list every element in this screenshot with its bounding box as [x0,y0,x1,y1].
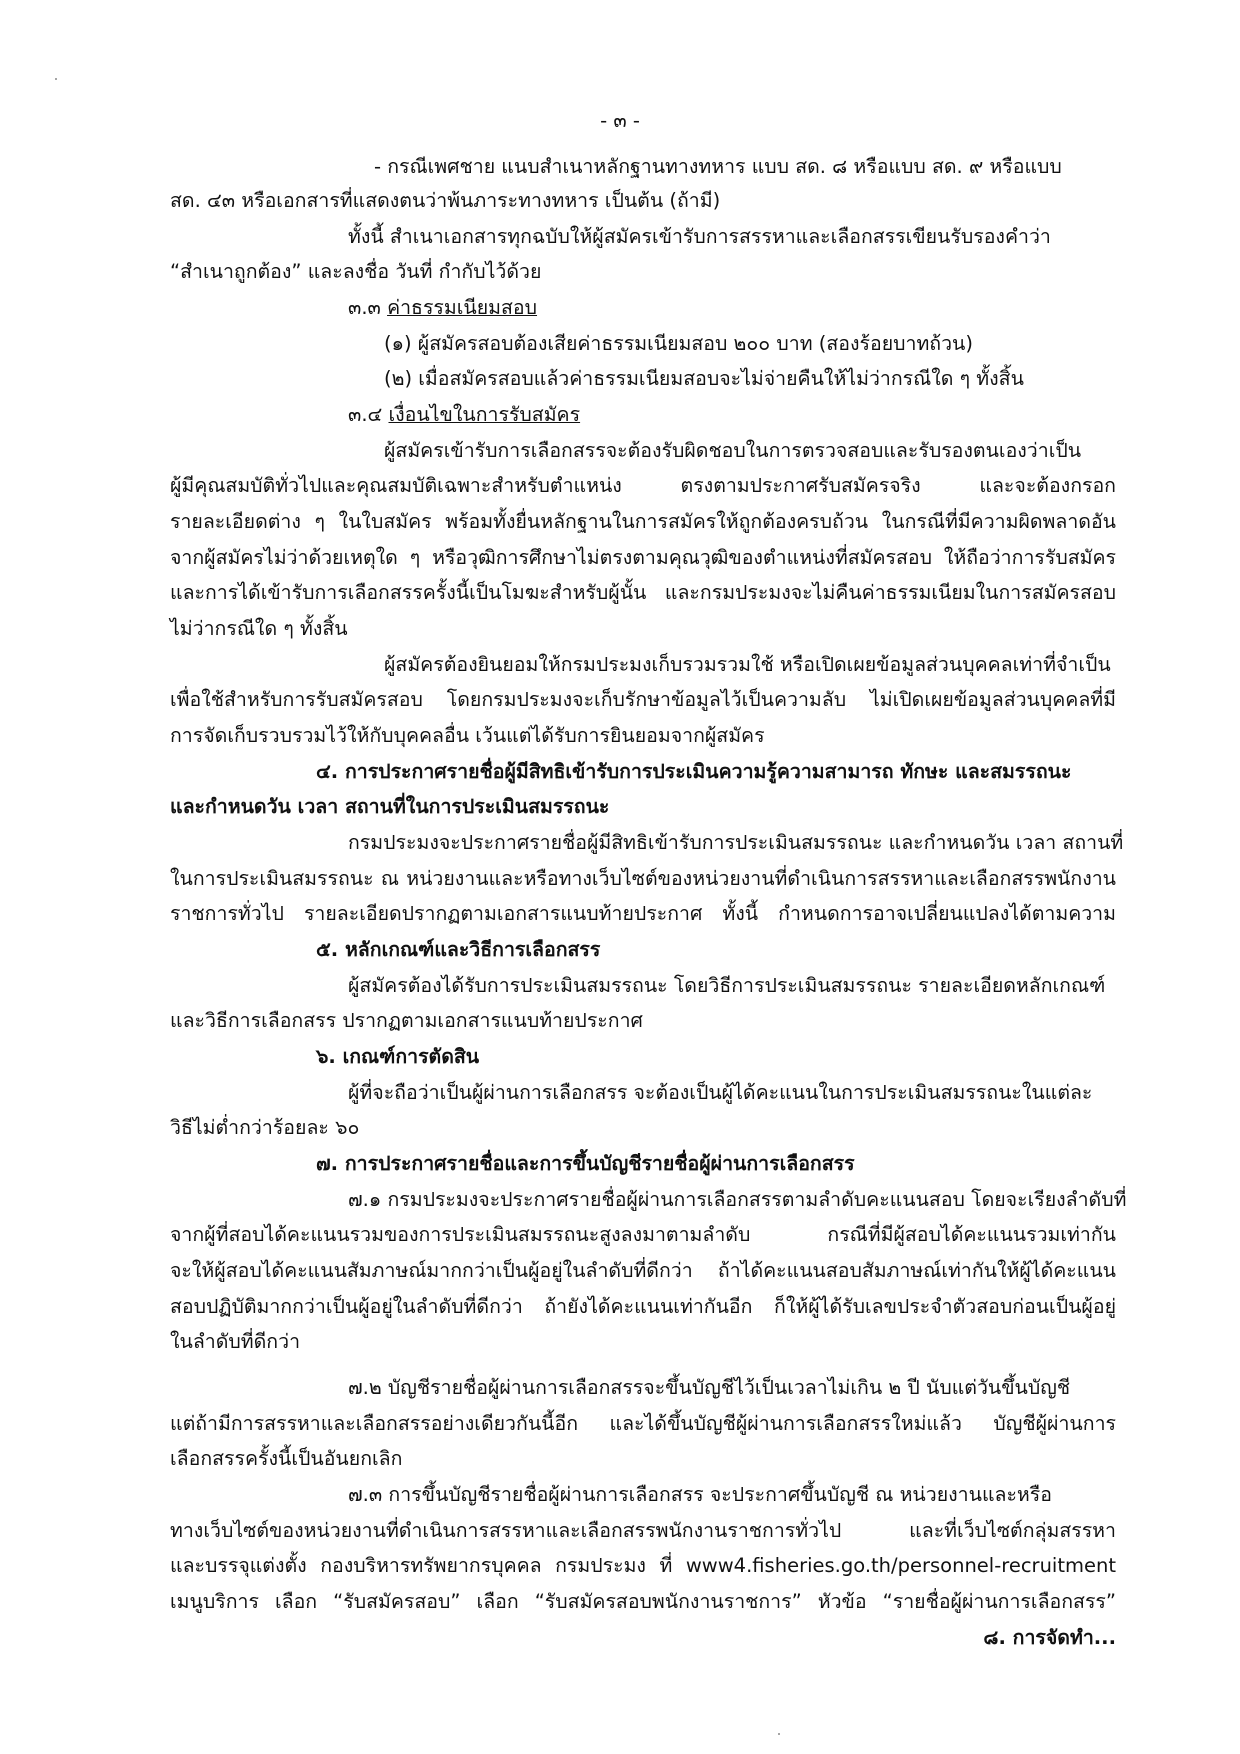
text-line: และบรรจุแต่งตั้ง กองบริหารทรัพยากรบุคคล กรมประมง ที่ www4.fisheries.go.th/personnel-recruitment [170,1554,1116,1577]
text-line: ๗.๒ บัญชีรายชื่อผู้ผ่านการเลือกสรรจะขึ้นบัญชีไว้เป็นเวลาไม่เกิน ๒ ปี นับแต่วันขึ้นบัญชี [348,1376,1071,1399]
section-5-heading: ๕. หลักเกณฑ์และวิธีการเลือกสรร [316,938,601,961]
text-line: เพื่อใช้สำหรับการรับสมัครสอบ โดยกรมประมงจะเก็บรักษาข้อมูลไว้เป็นความลับ ไม่เปิดเผยข้อมูลส่วนบุคคลที่มี [170,688,1116,711]
section-4-heading: ๔. การประกาศรายชื่อผู้มีสิทธิเข้ารับการประเมินความรู้ความสามารถ ทักษะ และสมรรถนะ [316,760,1072,783]
section-title: ค่าธรรมเนียมสอบ [387,296,538,319]
text-line: ในลำดับที่ดีกว่า [170,1330,301,1353]
text-line: รายละเอียดต่าง ๆ ในใบสมัคร พร้อมทั้งยื่นหลักฐานในการสมัครให้ถูกต้องครบถ้วน ในกรณีที่มีความผิดพลาดอัน [170,510,1116,533]
text-line: กรมประมงจะประกาศรายชื่อผู้มีสิทธิเข้ารับการประเมินสมรรถนะ และกำหนดวัน เวลา สถานที่ [348,831,1124,854]
section-6-heading: ๖. เกณฑ์การตัดสิน [316,1045,480,1068]
text-line: วิธีไม่ต่ำกว่าร้อยละ ๖๐ [170,1116,360,1139]
section-number: ๓.๓ [348,296,381,319]
section-3-3-heading [348,293,537,323]
text-line: และวิธีการเลือกสรร ปรากฏตามเอกสารแนบท้ายประกาศ [170,1009,643,1032]
text-line: เลือกสรรครั้งนี้เป็นอันยกเลิก [170,1447,403,1470]
text-line: “สำเนาถูกต้อง” และลงชื่อ วันที่ กำกับไว้ด้วย [170,260,542,283]
text-line: สด. ๔๓ หรือเอกสารที่แสดงตนว่าพ้นภาระทางทหาร เป็นต้น (ถ้ามี) [170,189,721,212]
text-line: แต่ถ้ามีการสรรหาและเลือกสรรอย่างเดียวกันนี้อีก และได้ขึ้นบัญชีผู้ผ่านการเลือกสรรใหม่แล้ว บัญชีผู้ผ่านการ [170,1412,1116,1435]
text-line: ทางเว็บไซต์ของหน่วยงานที่ดำเนินการสรรหาและเลือกสรรพนักงานราชการทั่วไป และที่เว็บไซต์กลุ่มสรรหา [170,1519,1116,1542]
text-line: ในการประเมินสมรรถนะ ณ หน่วยงานและหรือทางเว็บไซต์ของหน่วยงานที่ดำเนินการสรรหาและเลือกสรรพนักงาน [170,867,1116,890]
text-line: ทั้งนี้ สำเนาเอกสารทุกฉบับให้ผู้สมัครเข้ารับการสรรหาและเลือกสรรเขียนรับรองคำว่า [348,225,1051,248]
text-line: ผู้มีคุณสมบัติทั่วไปและคุณสมบัติเฉพาะสำหรับตำแหน่ง ตรงตามประกาศรับสมัครจริง และจะต้องกรอก [170,474,1116,497]
text-line: ๗.๓ การขึ้นบัญชีรายชื่อผู้ผ่านการเลือกสรร จะประกาศขึ้นบัญชี ณ หน่วยงานและหรือ [348,1483,1052,1506]
text-line: ๗.๑ กรมประมงจะประกาศรายชื่อผู้ผ่านการเลือกสรรตามลำดับคะแนนสอบ โดยจะเรียงลำดับที่ [348,1188,1127,1211]
page-number: - ๓ - [600,109,640,132]
text-line: จากผู้สมัครไม่ว่าด้วยเหตุใด ๆ หรือวุฒิการศึกษาไม่ตรงตามคุณวุฒิของตำแหน่งที่สมัครสอบ ให้ถือว่าการรับสมัคร [170,546,1116,569]
text-line: สอบปฏิบัติมากกว่าเป็นผู้อยู่ในลำดับที่ดีกว่า ถ้ายังได้คะแนนเท่ากันอีก ก็ให้ผู้ได้รับเลขประจำตัวสอบก่อนเป็นผู้อยู่ [170,1295,1116,1318]
text-line: และการได้เข้ารับการเลือกสรรครั้งนี้เป็นโมฆะสำหรับผู้นั้น และกรมประมงจะไม่คืนค่าธรรมเนียมในการสมัครสอบ [170,581,1116,604]
text-line: จะให้ผู้สอบได้คะแนนสัมภาษณ์มากกว่าเป็นผู้อยู่ในลำดับที่ดีกว่า ถ้าได้คะแนนสอบสัมภาษณ์เท่ากันให้ผู้ได้คะแนน [170,1259,1116,1282]
text-line: การจัดเก็บรวบรวมไว้ให้กับบุคคลอื่น เว้นแต่ได้รับการยินยอมจากผู้สมัคร [170,724,765,747]
text-line: (๑) ผู้สมัครสอบต้องเสียค่าธรรมเนียมสอบ ๒๐๐ บาท (สองร้อยบาทถ้วน) [384,332,973,355]
section-number: ๓.๔ [348,403,383,426]
text-line: (๒) เมื่อสมัครสอบแล้วค่าธรรมเนียมสอบจะไม่จ่ายคืนให้ไม่ว่ากรณีใด ๆ ทั้งสิ้น [384,367,1024,390]
section-7-heading: ๗. การประกาศรายชื่อและการขึ้นบัญชีรายชื่อผู้ผ่านการเลือกสรร [316,1152,855,1175]
text-line: ราชการทั่วไป รายละเอียดปรากฏตามเอกสารแนบท้ายประกาศ ทั้งนี้ กำหนดการอาจเปลี่ยนแปลงได้ตามความ [170,902,1116,925]
text-line: ผู้สมัครต้องยินยอมให้กรมประมงเก็บรวมรวมใช้ หรือเปิดเผยข้อมูลส่วนบุคคลเท่าที่จำเป็น [384,653,1111,676]
section-4-heading-cont: และกำหนดวัน เวลา สถานที่ในการประเมินสมรรถนะ [170,795,610,818]
text-line: จากผู้ที่สอบได้คะแนนรวมของการประเมินสมรรถนะสูงลงมาตามลำดับ กรณีที่มีผู้สอบได้คะแนนรวมเท่ากัน [170,1223,1116,1246]
text-line: ผู้สมัครเข้ารับการเลือกสรรจะต้องรับผิดชอบในการตรวจสอบและรับรองตนเองว่าเป็น [384,439,1082,462]
text-line: ผู้สมัครต้องได้รับการประเมินสมรรถนะ โดยวิธีการประเมินสมรรถนะ รายละเอียดหลักเกณฑ์ [348,974,1106,997]
scan-speck [778,1733,780,1735]
next-page-continuation: ๘. การจัดทำ... [983,1626,1116,1649]
scan-speck [55,78,57,80]
section-3-4-heading [348,400,580,430]
text-line: ไม่ว่ากรณีใด ๆ ทั้งสิ้น [170,617,348,640]
text-line: - กรณีเพศชาย แนบสำเนาหลักฐานทางทหาร แบบ สด. ๘ หรือแบบ สด. ๙ หรือแบบ [374,155,1062,178]
text-line: ผู้ที่จะถือว่าเป็นผู้ผ่านการเลือกสรร จะต้องเป็นผู้ได้คะแนนในการประเมินสมรรถนะในแต่ละ [348,1081,1093,1104]
text-line: เมนูบริการ เลือก “รับสมัครสอบ” เลือก “รับสมัครสอบพนักงานราชการ” หัวข้อ “รายชื่อผู้ผ่านการเลือกสรร” [170,1590,1116,1613]
section-title: เงื่อนไขในการรับสมัคร [388,403,581,426]
